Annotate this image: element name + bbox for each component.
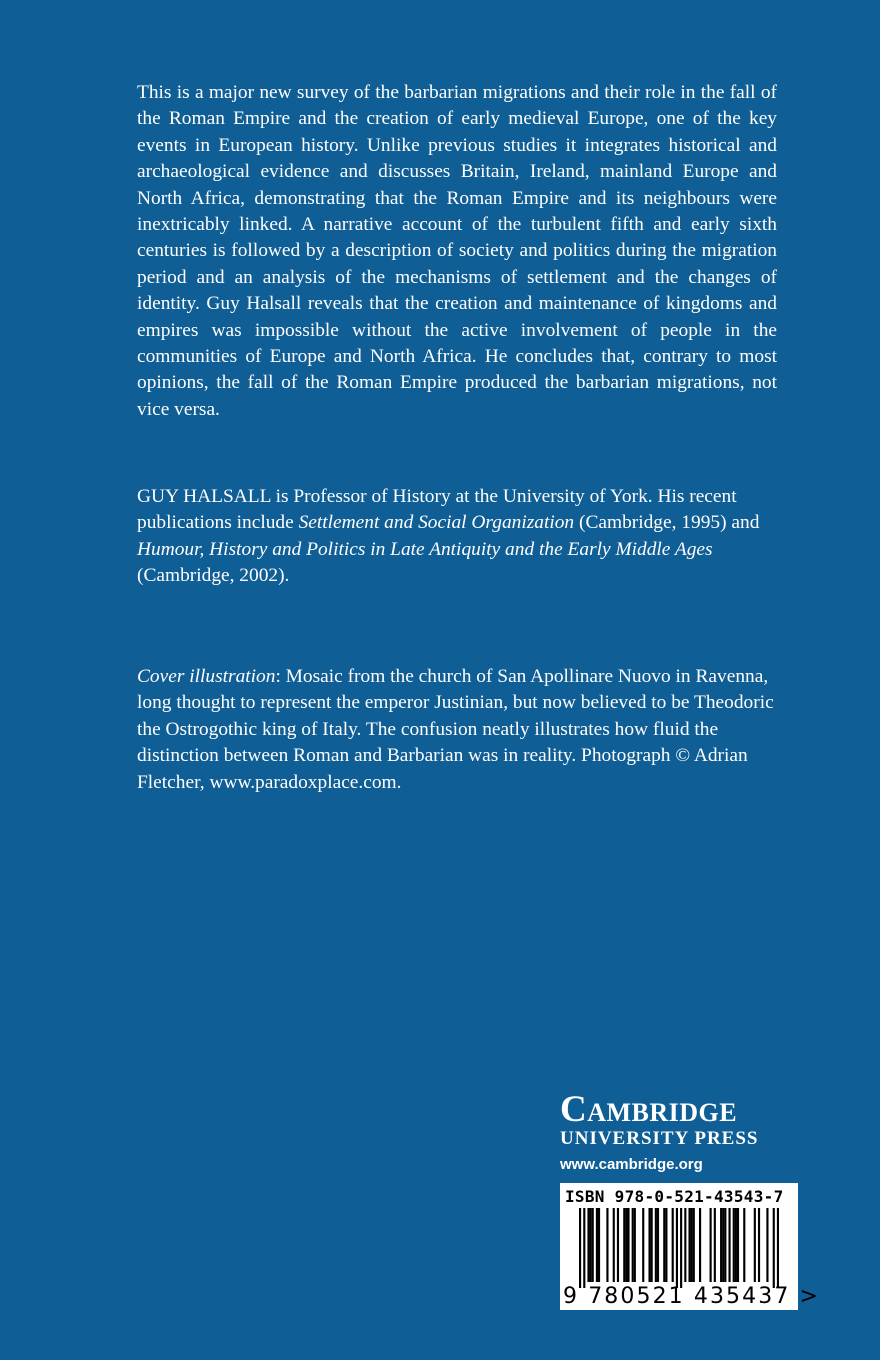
barcode-bar [627, 1208, 629, 1282]
barcode-bar [691, 1208, 693, 1282]
barcode-bar [684, 1208, 686, 1282]
barcode-bar [714, 1208, 716, 1282]
barcode-bar [766, 1208, 768, 1282]
barcode-bar [710, 1208, 712, 1282]
barcode-bar [665, 1208, 667, 1282]
barcode-bar [722, 1208, 724, 1282]
barcode-bar [743, 1208, 745, 1282]
cover-illustration-note [137, 664, 777, 796]
barcode-bar [758, 1208, 760, 1282]
barcode-bar [596, 1208, 598, 1282]
publisher-website: www.cambridge.org [560, 1156, 703, 1173]
barcode-bar [642, 1208, 644, 1282]
barcode-bar [634, 1208, 636, 1282]
author-bio-mid: (Cambridge, 1995) and [574, 512, 760, 534]
isbn-barcode [560, 1183, 821, 1310]
barcode-bar [773, 1208, 775, 1288]
barcode-bar [579, 1208, 581, 1288]
author-bio [137, 484, 777, 590]
barcode-bar [672, 1208, 674, 1282]
ean-digits: 9 780521 435437 > [563, 1284, 821, 1309]
publisher-subtitle: UNIVERSITY PRESS [560, 1128, 759, 1149]
author-bio-end: (Cambridge, 2002). [137, 565, 290, 587]
barcode-bar [737, 1208, 739, 1282]
barcode-bar [623, 1208, 625, 1282]
barcode-bar [733, 1208, 735, 1282]
barcode-bar [720, 1208, 722, 1282]
barcode-bar [583, 1208, 585, 1288]
cover-illustration-text: : Mosaic from the church of San Apollinare Nuovo in Ravenna, long thought to represent the emperor Justinian, but now believed to be Theodoric the Ostrogothic king of Italy. The confusion neatly illustrates how fluid the distinction between Roman and Barbarian was in reality. Photograph © Adrian Fletcher, www.paradoxplace.com. [137, 666, 774, 793]
publisher-name: Cambridge [560, 1089, 738, 1130]
isbn-label: ISBN 978-0-521-43543-7 [565, 1187, 784, 1206]
publisher-logo [560, 1090, 805, 1176]
barcode-bar [693, 1208, 695, 1282]
barcode-bar [777, 1208, 779, 1288]
publication-title-2: Humour, History and Politics in Late Antiquity and the Early Middle Ages [137, 538, 713, 560]
barcode-bar [735, 1208, 737, 1282]
barcode-bars [579, 1208, 779, 1288]
barcode-bar [663, 1208, 665, 1282]
barcode-bar [613, 1208, 615, 1282]
barcode-bar [657, 1208, 659, 1282]
barcode-bar [676, 1208, 678, 1288]
barcode-bar [651, 1208, 653, 1282]
publication-title-1: Settlement and Social Organization [298, 512, 575, 534]
barcode-bar [590, 1208, 592, 1282]
barcode-bar [680, 1208, 682, 1288]
blurb-paragraph: This is a major new survey of the barbarian migrations and their role in the fall of the Roman Empire and the creation of early medieval Europe, one of the key events in European history. Unlike previous studies it integrates historical and archaeological evidence and discusses Britain, Ireland, mainland Europe and North Africa, demonstrating that the Roman Empire and its neighbours were inextricably linked. A narrative account of the turbulent fifth and early sixth centuries is followed by a description of society and politics during the migration period and an analysis of the mechanisms of settlement and the changes of identity. Guy Halsall reveals that the creation and maintenance of kingdoms and empires was impossible without the active involvement of people in the communities of Europe and North Africa. He concludes that, contrary to most opinions, the fall of the Roman Empire produced the barbarian migrations, not vice versa. [137, 82, 777, 420]
cover-illustration-label: Cover illustration [137, 666, 276, 687]
barcode-bar [592, 1208, 594, 1282]
barcode-bar [754, 1208, 756, 1282]
barcode-bar [724, 1208, 726, 1282]
barcode-bar [587, 1208, 589, 1282]
book-blurb [137, 80, 777, 423]
barcode-bar [606, 1208, 608, 1282]
barcode-bar [625, 1208, 627, 1282]
barcode-bar [617, 1208, 619, 1282]
barcode-bar [655, 1208, 657, 1282]
barcode-bar [699, 1208, 701, 1282]
author-bio-intro: GUY HALSALL is Professor of History at the University of York. His recent publications include [137, 486, 737, 534]
barcode-bar [648, 1208, 650, 1282]
barcode-bar [632, 1208, 634, 1282]
barcode-bar [728, 1208, 730, 1282]
barcode-bar [598, 1208, 600, 1282]
barcode-bar [688, 1208, 690, 1282]
